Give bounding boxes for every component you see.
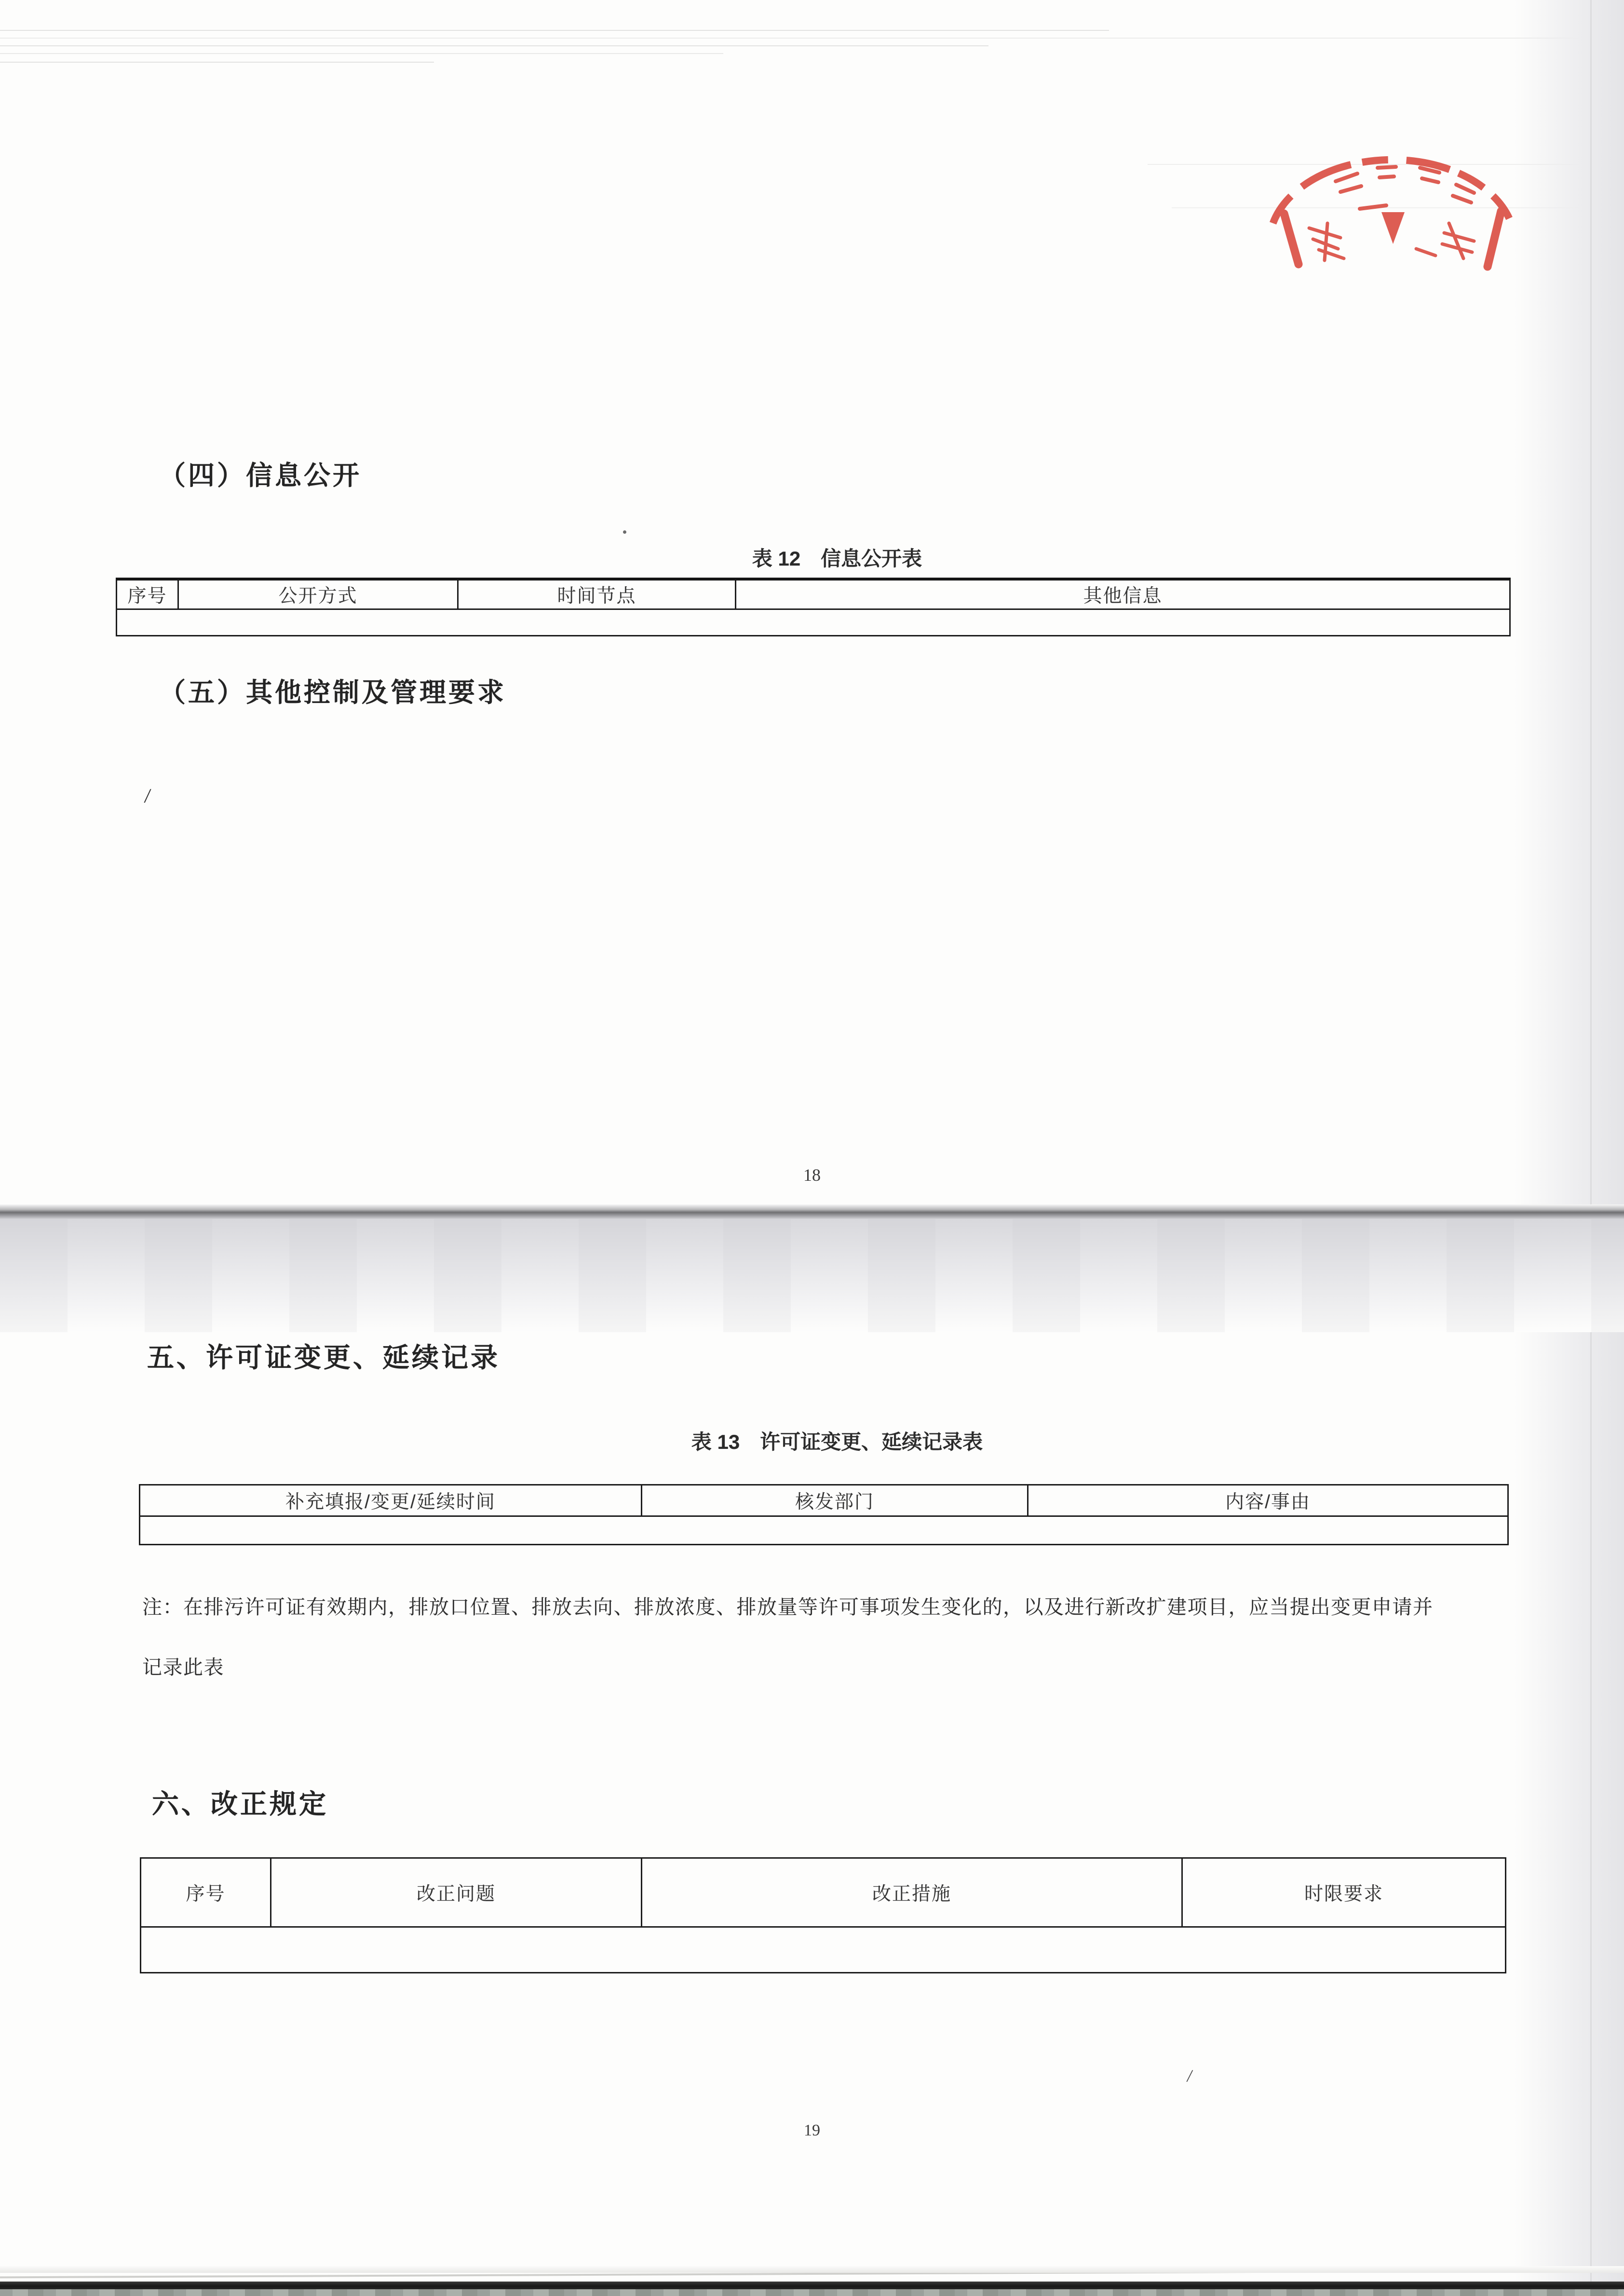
page-fold bbox=[0, 1204, 1624, 1219]
page19-number: 19 bbox=[804, 2121, 820, 2139]
table13-caption: 表 13 许可证变更、延续记录表 bbox=[691, 1431, 983, 1453]
correction-table-empty-row bbox=[141, 1927, 1506, 1973]
table13-note-line2: 记录此表 bbox=[142, 1656, 224, 1678]
table12-empty-cell bbox=[117, 609, 1510, 636]
correction-table-header-row bbox=[141, 1858, 1506, 1927]
table12-header-other: 其他信息 bbox=[736, 579, 1510, 609]
table13-header-reason: 内容/事由 bbox=[1028, 1485, 1508, 1516]
scanner-bed-texture bbox=[0, 2289, 1624, 2296]
scan-speck bbox=[623, 530, 626, 534]
table12-header-time: 时间节点 bbox=[458, 579, 736, 609]
correction-header-seq: 序号 bbox=[141, 1858, 271, 1927]
table12-empty-row bbox=[117, 609, 1510, 636]
table13-header-authority: 核发部门 bbox=[642, 1485, 1028, 1516]
correction-header-deadline: 时限要求 bbox=[1182, 1858, 1506, 1927]
page-19 bbox=[0, 1219, 1624, 2280]
section-permit-change-heading: 五、许可证变更、延续记录 bbox=[147, 1342, 500, 1373]
correction-table-empty-cell bbox=[141, 1927, 1506, 1973]
page18-number: 18 bbox=[803, 1165, 821, 1185]
table13-permit-change-record bbox=[139, 1484, 1509, 1545]
table12-caption: 表 12 信息公开表 bbox=[752, 547, 922, 570]
section-other-requirements-heading: （五）其他控制及管理要求 bbox=[159, 677, 507, 707]
table13-header-time: 补充填报/变更/延续时间 bbox=[140, 1485, 642, 1516]
table13-empty-cell bbox=[140, 1516, 1508, 1545]
correction-table bbox=[140, 1857, 1506, 1973]
table12-header-seq: 序号 bbox=[117, 579, 178, 609]
correction-header-problem: 改正问题 bbox=[271, 1858, 642, 1927]
section-correction-heading: 六、改正规定 bbox=[152, 1789, 328, 1819]
section-other-content: / bbox=[143, 783, 152, 808]
scanner-gap-strip bbox=[0, 2282, 1624, 2289]
table13-note-line1: 注：在排污许可证有效期内，排放口位置、排放去向、排放浓度、排放量等许可事项发生变化的，以及进行新改扩建项目，应当提出变更申请并 bbox=[142, 1596, 1434, 1618]
table13-empty-row bbox=[140, 1516, 1508, 1545]
table13-header-row bbox=[140, 1485, 1508, 1516]
stray-mark: / bbox=[1186, 2066, 1194, 2087]
table12-info-disclosure bbox=[116, 578, 1511, 636]
section-info-disclosure-heading: （四）信息公开 bbox=[159, 460, 362, 490]
correction-header-measure: 改正措施 bbox=[642, 1858, 1182, 1927]
table12-header-method: 公开方式 bbox=[178, 579, 458, 609]
table12-header-row bbox=[117, 579, 1510, 609]
